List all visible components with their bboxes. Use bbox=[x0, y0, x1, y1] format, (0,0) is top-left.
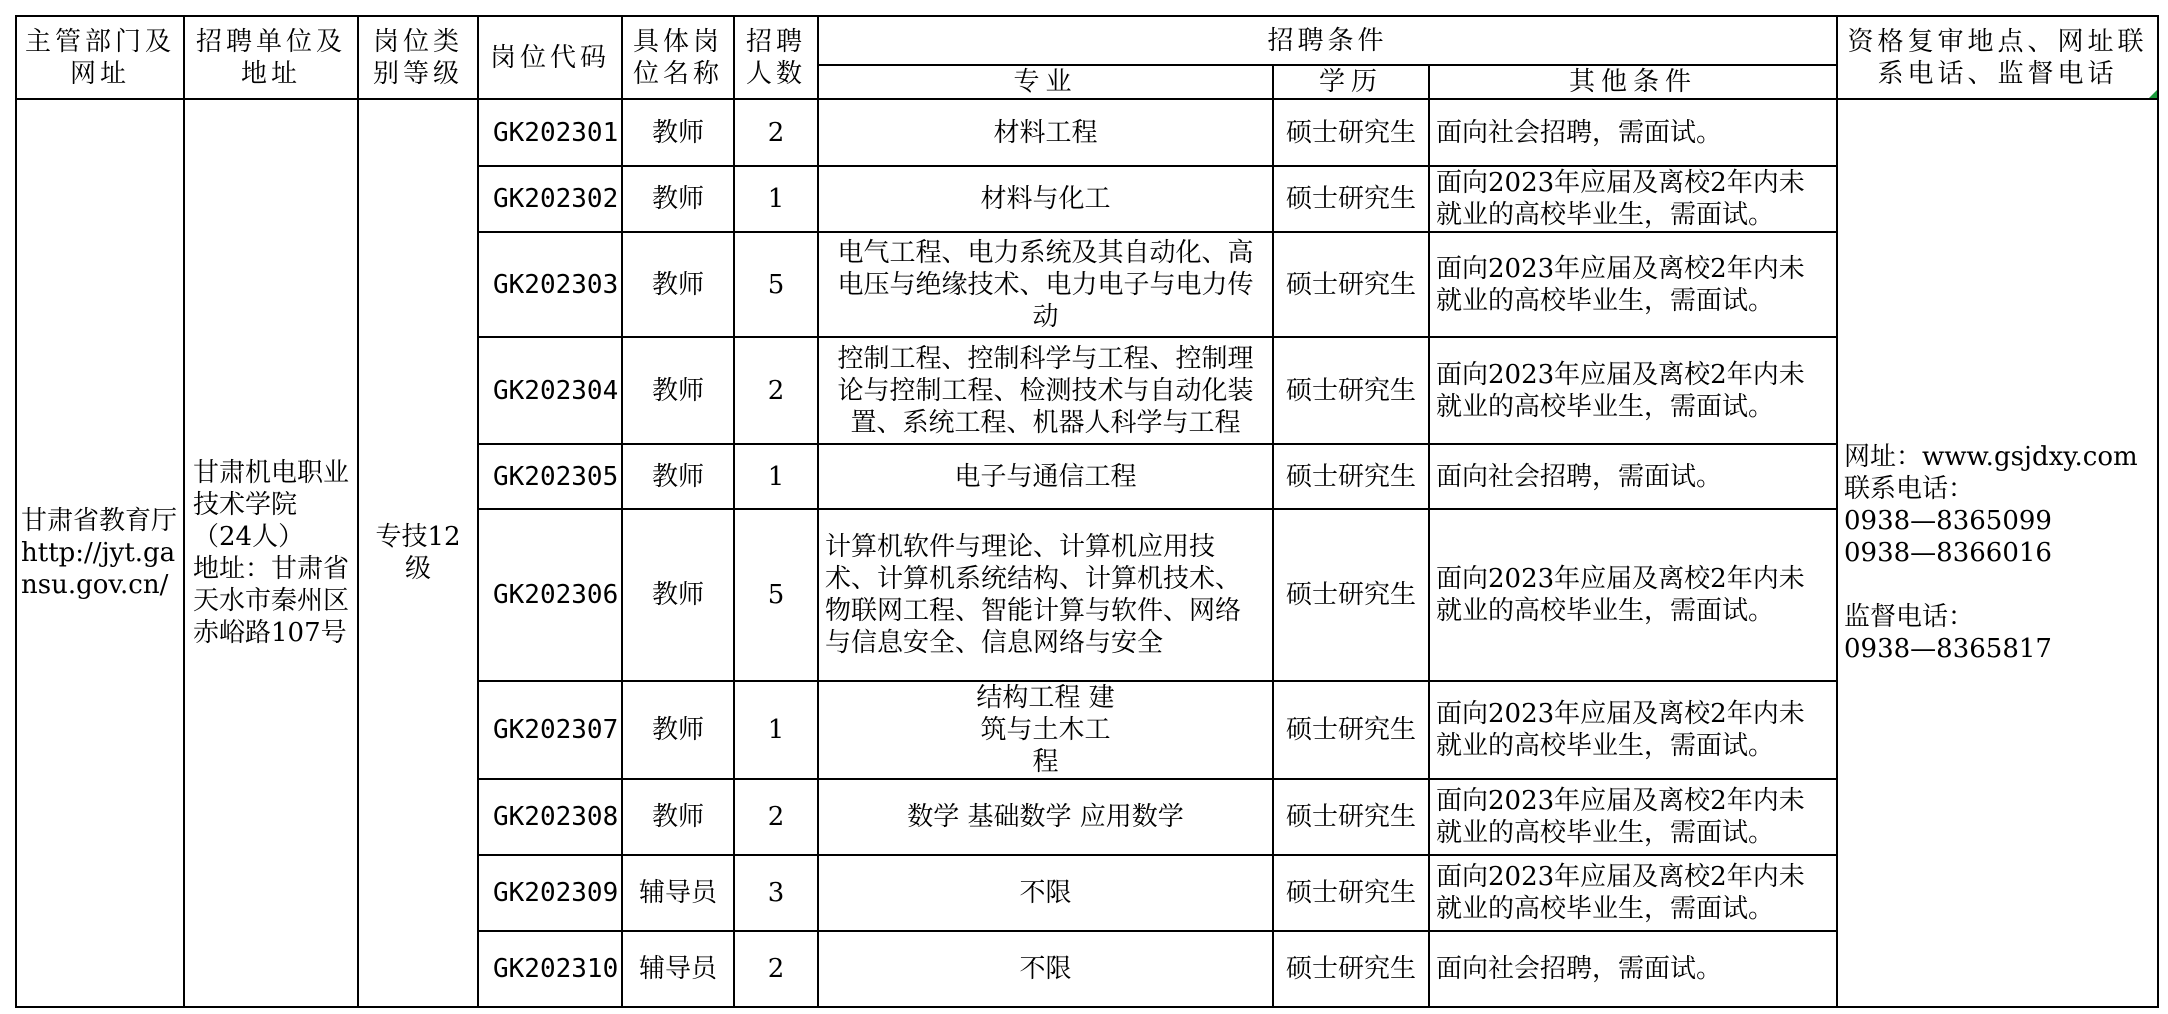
post-other: 面向2023年应届及离校2年内未就业的高校毕业生，需面试。 bbox=[1429, 166, 1837, 232]
post-other: 面向2023年应届及离校2年内未就业的高校毕业生，需面试。 bbox=[1429, 509, 1837, 681]
post-count: 2 bbox=[734, 779, 818, 855]
header-major: 专业 bbox=[818, 65, 1273, 99]
post-name: 教师 bbox=[622, 509, 734, 681]
review-cell bbox=[1837, 99, 2158, 1007]
post-education: 硕士研究生 bbox=[1273, 99, 1429, 166]
post-code: GK202306 bbox=[478, 509, 622, 681]
post-name: 教师 bbox=[622, 779, 734, 855]
unit-name: 甘肃机电职业技术学院（24人） bbox=[193, 458, 350, 552]
post-major: 电气工程、电力系统及其自动化、高电压与绝缘技术、电力电子与电力传动 bbox=[818, 232, 1273, 337]
category-cell: 专技12级 bbox=[358, 99, 478, 1007]
post-major: 结构工程 建筑与土木工程 bbox=[818, 681, 1273, 779]
post-code: GK202301 bbox=[478, 99, 622, 166]
header-category: 岗位类别等级 bbox=[358, 16, 478, 99]
post-count: 2 bbox=[734, 931, 818, 1007]
post-name: 教师 bbox=[622, 337, 734, 444]
review-spacer bbox=[1844, 569, 2151, 601]
post-code: GK202307 bbox=[478, 681, 622, 779]
post-count: 2 bbox=[734, 337, 818, 444]
post-name: 教师 bbox=[622, 444, 734, 509]
post-name: 辅导员 bbox=[622, 931, 734, 1007]
cell-marker-icon bbox=[2149, 90, 2157, 98]
post-code: GK202310 bbox=[478, 931, 622, 1007]
post-name: 教师 bbox=[622, 166, 734, 232]
header-code: 岗位代码 bbox=[478, 16, 622, 99]
post-education: 硕士研究生 bbox=[1273, 779, 1429, 855]
post-count: 1 bbox=[734, 166, 818, 232]
post-major: 不限 bbox=[818, 855, 1273, 931]
post-education: 硕士研究生 bbox=[1273, 444, 1429, 509]
post-other: 面向2023年应届及离校2年内未就业的高校毕业生，需面试。 bbox=[1429, 855, 1837, 931]
post-other: 面向社会招聘，需面试。 bbox=[1429, 99, 1837, 166]
post-count: 1 bbox=[734, 444, 818, 509]
post-code: GK202305 bbox=[478, 444, 622, 509]
post-education: 硕士研究生 bbox=[1273, 931, 1429, 1007]
post-name: 教师 bbox=[622, 681, 734, 779]
header-education: 学历 bbox=[1273, 65, 1429, 99]
post-education: 硕士研究生 bbox=[1273, 681, 1429, 779]
post-major: 数学 基础数学 应用数学 bbox=[818, 779, 1273, 855]
post-code: GK202303 bbox=[478, 232, 622, 337]
header-conditions: 招聘条件 bbox=[818, 16, 1837, 65]
post-other: 面向2023年应届及离校2年内未就业的高校毕业生，需面试。 bbox=[1429, 232, 1837, 337]
recruitment-table bbox=[15, 15, 2159, 1008]
post-major: 电子与通信工程 bbox=[818, 444, 1273, 509]
header-dept: 主管部门及网址 bbox=[16, 16, 184, 99]
dept-cell: 甘肃省教育厅http://jyt.gansu.gov.cn/ bbox=[16, 99, 184, 1007]
post-other: 面向社会招聘，需面试。 bbox=[1429, 931, 1837, 1007]
review-phone-2: 0938—8366016 bbox=[1844, 538, 2052, 568]
post-code: GK202308 bbox=[478, 779, 622, 855]
post-education: 硕士研究生 bbox=[1273, 166, 1429, 232]
header-row-top bbox=[16, 16, 2158, 65]
post-count: 1 bbox=[734, 681, 818, 779]
post-other: 面向2023年应届及离校2年内未就业的高校毕业生，需面试。 bbox=[1429, 337, 1837, 444]
post-name: 辅导员 bbox=[622, 855, 734, 931]
post-count: 3 bbox=[734, 855, 818, 931]
unit-address: 地址：甘肃省天水市秦州区赤峪路107号 bbox=[193, 554, 350, 648]
header-post-name: 具体岗位名称 bbox=[622, 16, 734, 99]
post-major: 计算机软件与理论、计算机应用技术、计算机系统结构、计算机技术、物联网工程、智能计算与软件、网络与信息安全、信息网络与安全 bbox=[818, 509, 1273, 681]
review-supervise-phone: 0938—8365817 bbox=[1844, 634, 2052, 664]
table-row bbox=[16, 99, 2158, 166]
review-website: 网址：www.gsjdxy.com bbox=[1844, 442, 2138, 472]
post-education: 硕士研究生 bbox=[1273, 855, 1429, 931]
post-count: 5 bbox=[734, 232, 818, 337]
post-code: GK202309 bbox=[478, 855, 622, 931]
post-name: 教师 bbox=[622, 99, 734, 166]
header-other: 其他条件 bbox=[1429, 65, 1837, 99]
post-other: 面向2023年应届及离校2年内未就业的高校毕业生，需面试。 bbox=[1429, 779, 1837, 855]
post-major: 材料工程 bbox=[818, 99, 1273, 166]
review-supervise-label: 监督电话： bbox=[1844, 602, 1975, 632]
post-count: 5 bbox=[734, 509, 818, 681]
header-review bbox=[1837, 16, 2158, 99]
post-education: 硕士研究生 bbox=[1273, 337, 1429, 444]
post-code: GK202304 bbox=[478, 337, 622, 444]
post-major: 材料与化工 bbox=[818, 166, 1273, 232]
post-major: 不限 bbox=[818, 931, 1273, 1007]
post-education: 硕士研究生 bbox=[1273, 232, 1429, 337]
post-name: 教师 bbox=[622, 232, 734, 337]
post-code: GK202302 bbox=[478, 166, 622, 232]
review-phone-1: 0938—8365099 bbox=[1844, 506, 2052, 536]
header-review-label: 资格复审地点、网址联系电话、监督电话 bbox=[1847, 26, 2148, 89]
unit-cell bbox=[184, 99, 358, 1007]
post-count: 2 bbox=[734, 99, 818, 166]
post-education: 硕士研究生 bbox=[1273, 509, 1429, 681]
review-phone-label: 联系电话： bbox=[1844, 474, 1975, 504]
post-other: 面向2023年应届及离校2年内未就业的高校毕业生，需面试。 bbox=[1429, 681, 1837, 779]
post-other: 面向社会招聘，需面试。 bbox=[1429, 444, 1837, 509]
header-unit: 招聘单位及地址 bbox=[184, 16, 358, 99]
header-count: 招聘人数 bbox=[734, 16, 818, 99]
post-major: 控制工程、控制科学与工程、控制理论与控制工程、检测技术与自动化装置、系统工程、机器人科学与工程 bbox=[818, 337, 1273, 444]
